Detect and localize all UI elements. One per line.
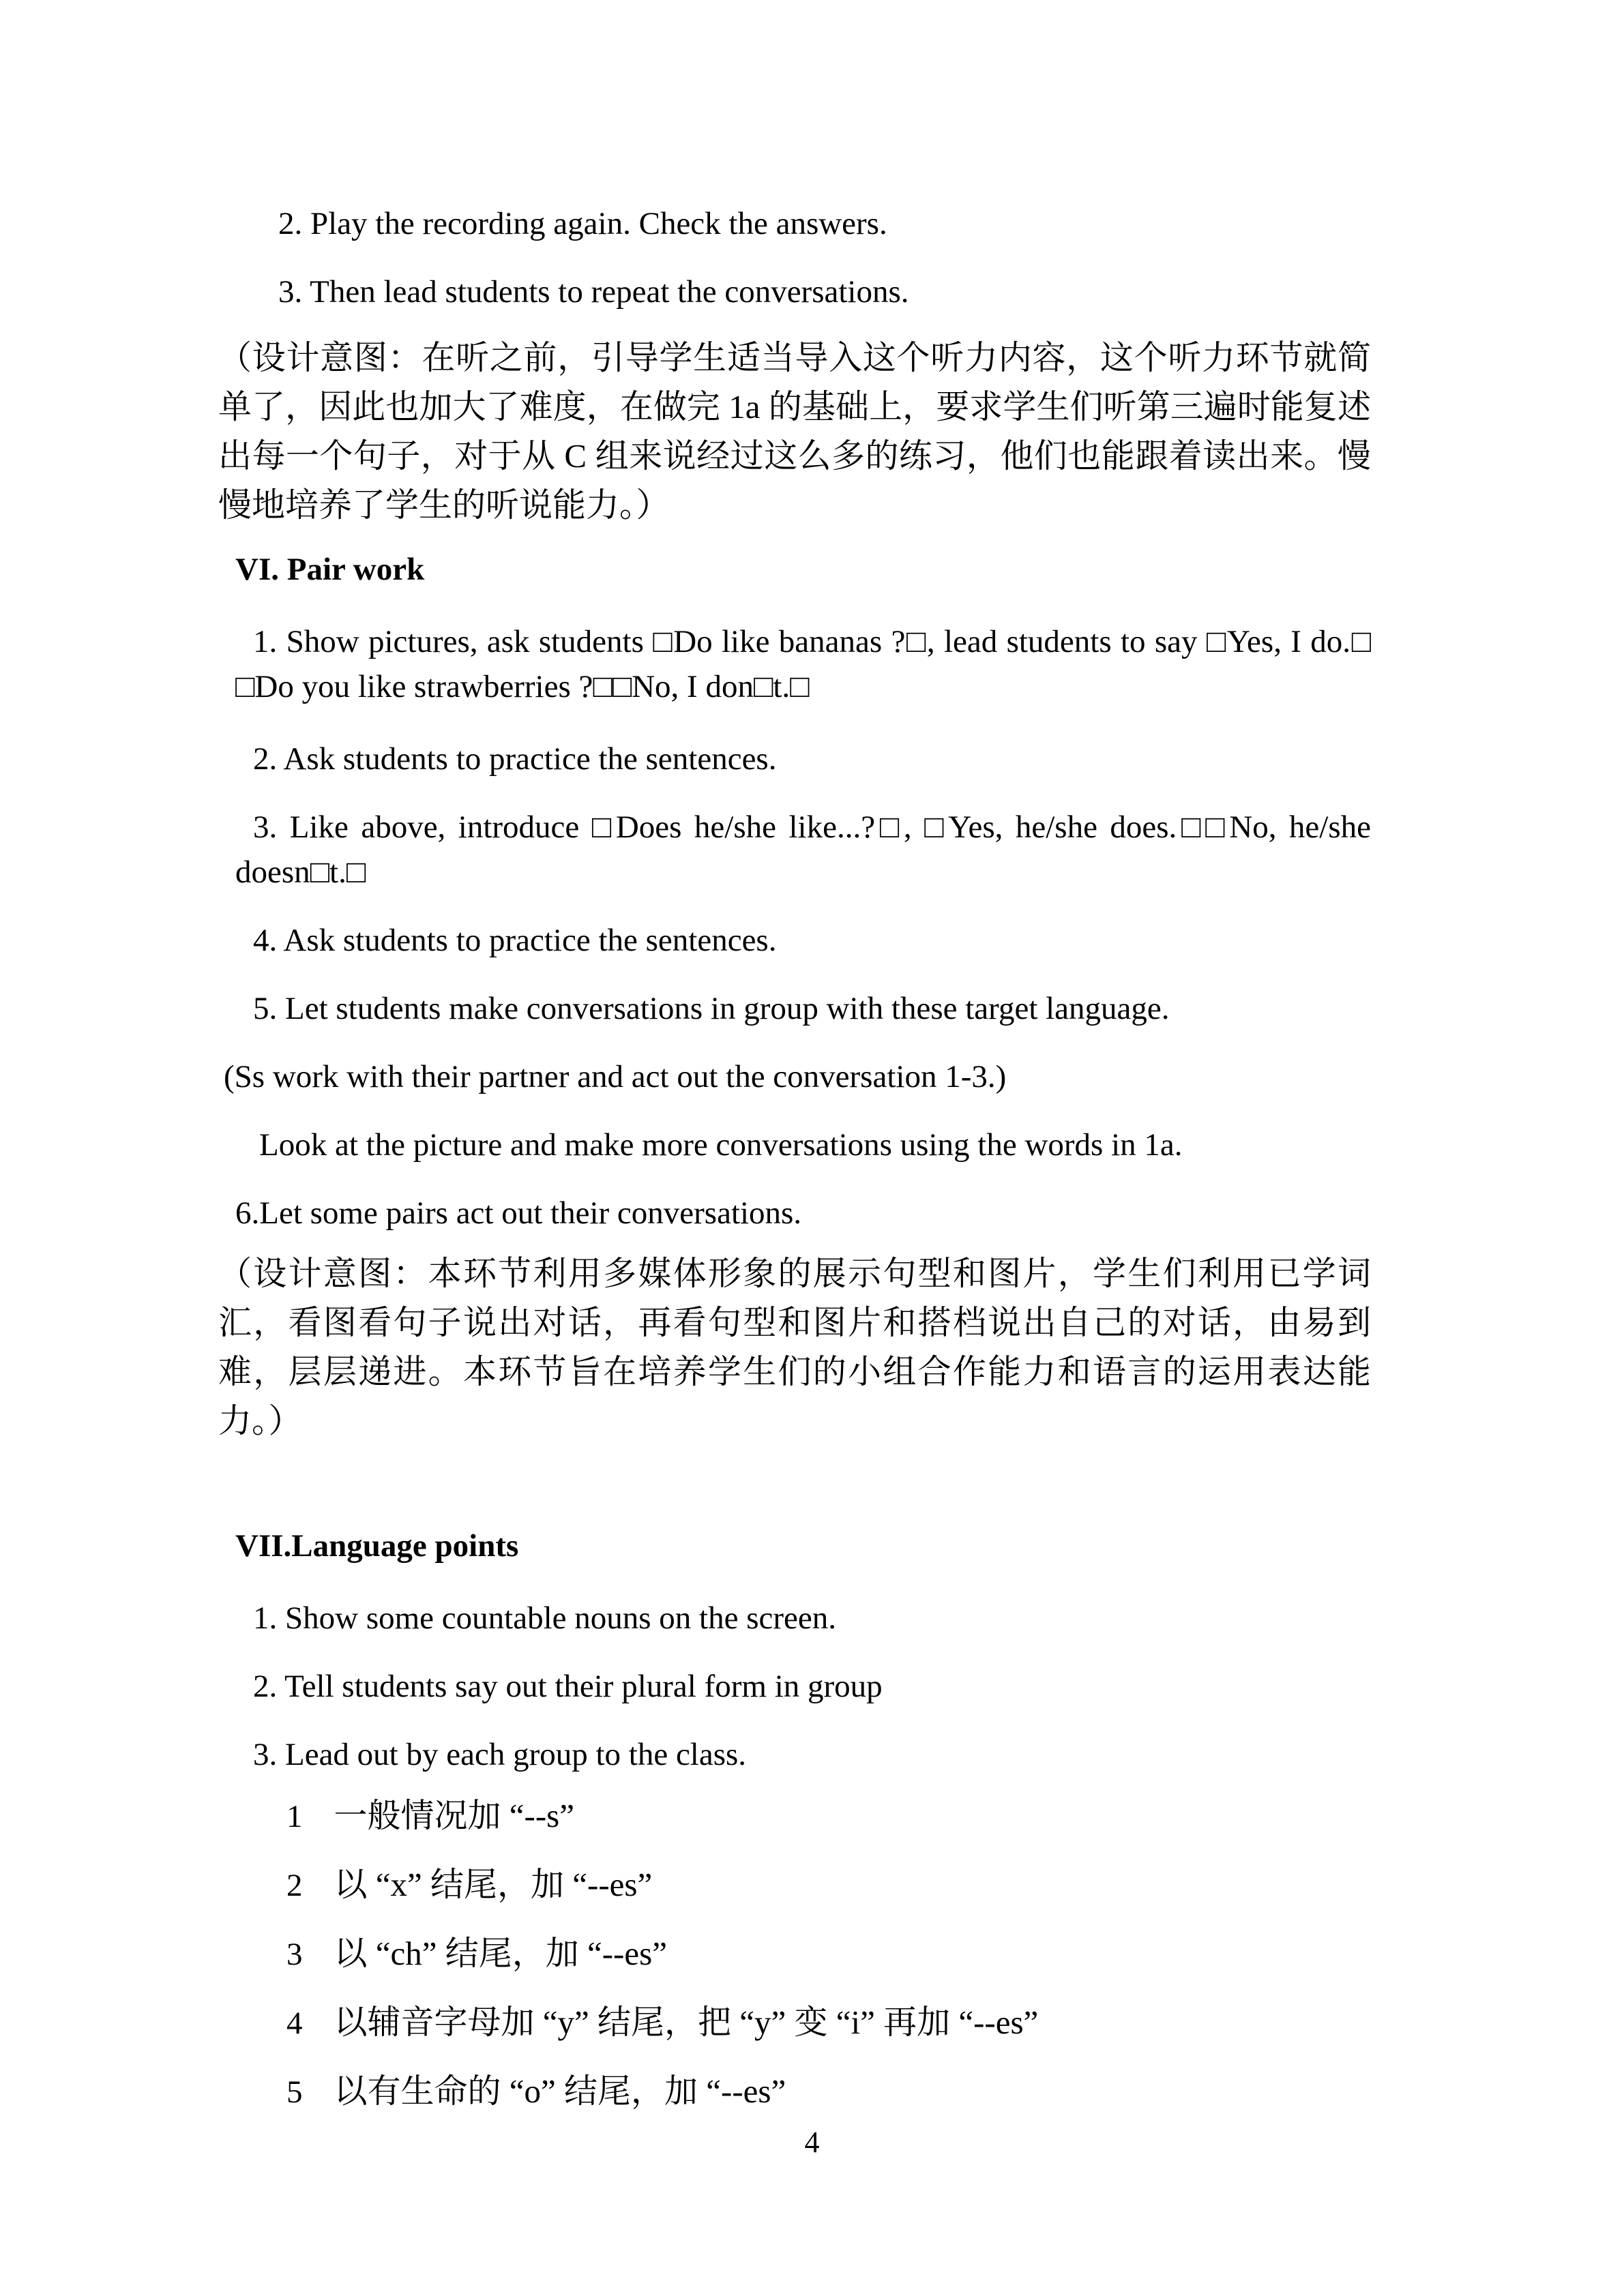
- plural-rule: [218, 1930, 1371, 1978]
- pair-work-item: 1. Show pictures, ask students □Do like bananas ?□, lead students to say □Yes, I do.□ □Do you like strawberries ?□□No, I don□t.□: [235, 624, 1371, 704]
- plural-rule: [218, 1792, 1371, 1840]
- listening-step: 2. Play the recording again. Check the answers.: [278, 206, 887, 241]
- plural-rule: [218, 1999, 1371, 2047]
- plural-rule-text: 以辅音字母加 “y” 结尾，把 “y” 变 “i” 再加 “--es”: [334, 2003, 1039, 2041]
- plural-rule-number: 3: [286, 1937, 303, 1972]
- design-intent-note-listening: （设计意图：在听之前，引导学生适当导入这个听力内容，这个听力环节就简单了，因此也加大了难度，在做完 1a 的基础上，要求学生们听第三遍时能复述出每一个句子，对于从 C 组来说经过这么多的练习，他们也能跟着读出来。慢慢地培养了学生的听说能力。）: [218, 339, 1371, 524]
- pair-work-item: 2. Ask students to practice the sentences.: [253, 741, 777, 777]
- plural-rule-number: 5: [286, 2074, 303, 2110]
- language-points-step: 2. Tell students say out their plural form in group: [253, 1669, 883, 1704]
- page-number: 4: [804, 2126, 820, 2159]
- plural-rule-number: 1: [286, 1799, 303, 1834]
- language-points-step: 1. Show some countable nouns on the screen.: [253, 1600, 836, 1636]
- section-heading-language-points: VII.Language points: [235, 1528, 519, 1564]
- look-note: Look at the picture and make more conversations using the words in 1a.: [259, 1127, 1183, 1163]
- pair-work-item: 3. Like above, introduce □Does he/she like...?□, □Yes, he/she does.□□No, he/she doesn□t.□: [235, 809, 1371, 890]
- plural-rule-number: 4: [286, 2006, 303, 2041]
- partner-note: (Ss work with their partner and act out the conversation 1-3.): [224, 1059, 1007, 1094]
- plural-rule-text: 以 “ch” 结尾，加 “--es”: [334, 1935, 667, 1972]
- plural-rule-text: 以 “x” 结尾，加 “--es”: [334, 1866, 653, 1903]
- plural-rule-number: 2: [286, 1868, 303, 1903]
- pair-work-item: 4. Ask students to practice the sentences.: [253, 923, 777, 958]
- design-intent-note-pair-work: （设计意图：本环节利用多媒体形象的展示句型和图片，学生们利用已学词汇，看图看句子说出对话，再看句型和图片和搭档说出自己的对话，由易到难，层层递进。本环节旨在培养学生们的小组合作能力和语言的运用表达能力。）: [218, 1255, 1371, 1440]
- plural-rule: [218, 2068, 1371, 2116]
- language-points-step: 3. Lead out by each group to the class.: [253, 1737, 747, 1772]
- listening-step: 3. Then lead students to repeat the conversations.: [278, 274, 909, 310]
- pair-work-item: 5. Let students make conversations in group with these target language.: [253, 991, 1170, 1026]
- section-heading-pair-work: VI. Pair work: [235, 552, 425, 587]
- plural-rule-text: 一般情况加 “--s”: [334, 1797, 574, 1834]
- plural-rule-text: 以有生命的 “o” 结尾，加 “--es”: [334, 2072, 786, 2110]
- pair-work-item: 6.Let some pairs act out their conversations.: [235, 1195, 802, 1231]
- plural-rule: [218, 1861, 1371, 1909]
